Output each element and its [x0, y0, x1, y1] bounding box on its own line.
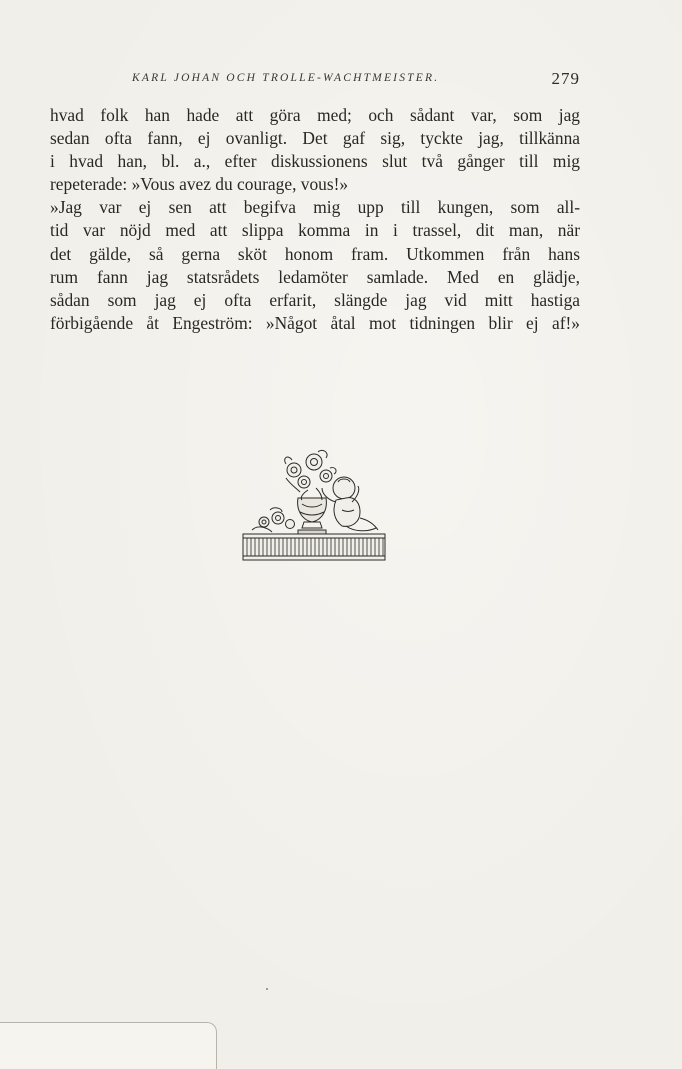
- body-text: [50, 104, 580, 335]
- running-title: KARL JOHAN OCH TROLLE-WACHTMEISTER.: [132, 72, 440, 84]
- text-line: förbigående åt Engeström: »Något åtal mot tidningen blir ej af!»: [50, 312, 580, 333]
- text-line: sedan ofta fann, ej ovanligt. Det gaf sig, tyckte jag, tillkänna: [50, 128, 580, 149]
- text-line: i hvad han, bl. a., efter diskussionens slut två gånger till mig: [50, 151, 580, 172]
- print-speck: [266, 988, 268, 990]
- text-line: tid var nöjd med att slippa komma in i trassel, dit man, när: [50, 220, 580, 241]
- text-line: rum fann jag statsrådets ledamöter samlade. Med en glädje,: [50, 266, 580, 287]
- page-number: 279: [551, 69, 580, 88]
- text-line: hvad folk han hade att göra med; och sådant var, som jag: [50, 105, 580, 125]
- running-head: [50, 70, 580, 92]
- text-line: »Jag var ej sen att begifva mig upp till kungen, som all-: [50, 197, 580, 218]
- text-line: repeterade: »Vous avez du courage, vous!»: [50, 174, 349, 195]
- text-line: sådan som jag ej ofta erfarit, slängde jag vid mitt hastiga: [50, 289, 580, 310]
- scan-tab-marker: [0, 1022, 217, 1069]
- text-line: det gälde, så gerna sköt honom fram. Utkommen från hans: [50, 243, 580, 264]
- cherub-with-flower-urn-vignette-icon: [242, 448, 386, 562]
